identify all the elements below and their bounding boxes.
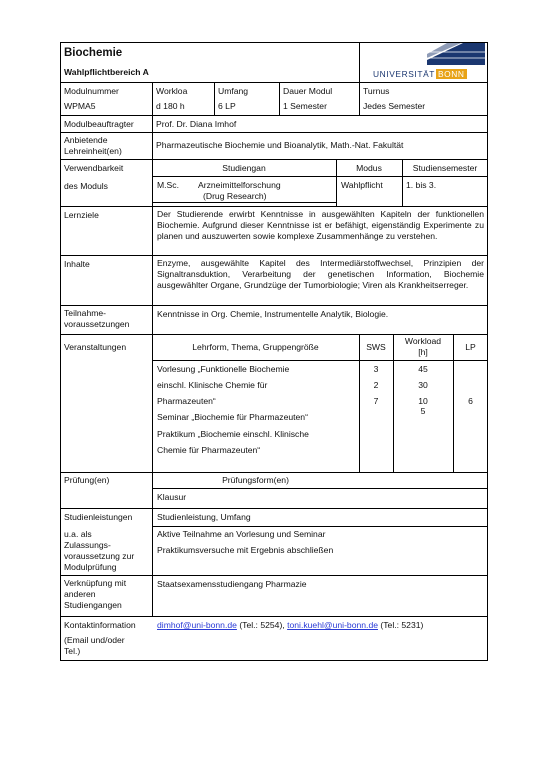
- pruefung-value: Klausur: [157, 492, 187, 502]
- lehrform-column-header: Lehrform, Thema, Gruppengröße: [192, 342, 319, 352]
- zulassung-label-line3: voraussetzung zur: [64, 551, 135, 561]
- lernziele-label: Lernziele: [64, 210, 99, 220]
- anbietende-label-line2: Lehreinheit(en): [64, 146, 122, 156]
- dauer-label: Dauer Modul: [283, 86, 333, 96]
- modus-column-header: Modus: [356, 163, 382, 173]
- beauftragter-value: Prof. Dr. Diana Imhof: [156, 119, 237, 129]
- email-link-imhof[interactable]: dimhof@uni-bonn.de: [157, 620, 237, 630]
- course-line: Seminar „Biochemie für Pharmazeuten“: [157, 412, 308, 422]
- workload-value: 30: [418, 380, 428, 390]
- workload-label: Workloa: [156, 86, 188, 96]
- workload-value: 45: [418, 364, 428, 374]
- umfang-value: 6 LP: [218, 101, 236, 111]
- inhalte-text: Enzyme, ausgewählte Kapitel des Intermediärstoffwechsel, Prinzipien der Signaltransduktion, Verarbeitung der genetischen Information, Biochemie ausgewählter Organe, Grundzüge der Tumorbiologie; Viren als Krankheitserreger.: [157, 258, 484, 290]
- semester-value: 1. bis 3.: [406, 180, 437, 190]
- module-subtitle: Wahlpflichtbereich A: [64, 67, 149, 77]
- verwendbarkeit-label-line2: des Moduls: [64, 181, 108, 191]
- verknuepfung-value: Staatsexamensstudiengang Pharmazie: [157, 579, 307, 589]
- module-title: Biochemie: [64, 47, 123, 59]
- logo-city-text: BONN: [437, 69, 465, 79]
- zulassung-value-line2: Praktikumsversuche mit Ergebnis abschließen: [157, 545, 334, 555]
- pruefung-label: Prüfung(en): [64, 475, 110, 485]
- verknuepfung-label-line3: Studiengangen: [64, 600, 122, 610]
- teilnahme-label-line2: voraussetzungen: [64, 319, 130, 329]
- email-link-kuehl[interactable]: toni.kuehl@uni-bonn.de: [287, 620, 378, 630]
- logo-graphic-icon: [427, 43, 485, 66]
- turnus-label: Turnus: [363, 86, 390, 96]
- sws-value: 7: [373, 396, 379, 406]
- umfang-label: Umfang: [218, 86, 249, 96]
- studienleistungen-label: Studienleistungen: [64, 512, 133, 522]
- sws-column-header: SWS: [366, 342, 386, 352]
- modulnummer-value: WPMA5: [64, 101, 96, 111]
- lp-value: 6: [468, 396, 473, 406]
- tel-kuehl: (Tel.: 5231): [380, 620, 424, 630]
- workload-column-header-line2: [h]: [418, 347, 428, 357]
- pruefungsform-column-header: Prüfungsform(en): [222, 475, 289, 485]
- studienleistungen-value: Studienleistung, Umfang: [157, 512, 251, 522]
- program-line1: Arzneimittelforschung: [198, 180, 281, 190]
- kontakt-label-line2: (Email und/oder: [64, 635, 125, 645]
- logo-wordmark: [373, 69, 467, 79]
- kontakt-label-line3: Tel.): [64, 646, 81, 656]
- workload-column-header-line1: Workload: [404, 336, 442, 346]
- verwendbarkeit-label-line1: Verwendbarkeit: [64, 163, 124, 173]
- turnus-value: Jedes Semester: [363, 101, 426, 111]
- verknuepfung-label-line2: anderen: [64, 589, 96, 599]
- zulassung-label-line2: Zulassungs-: [64, 540, 111, 550]
- workload-value: d 180 h: [156, 101, 185, 111]
- inhalte-label: Inhalte: [64, 259, 90, 269]
- course-line: einschl. Klinische Chemie für: [157, 380, 268, 390]
- kontakt-label-line1: Kontaktinformation: [64, 620, 136, 630]
- kontakt-value: [157, 620, 423, 631]
- studiengang-column-header: Studiengan: [222, 163, 266, 173]
- sws-value: 3: [373, 364, 379, 374]
- teilnahme-label-line1: Teilnahme-: [64, 308, 107, 318]
- anbietende-value: Pharmazeutische Biochemie und Bioanalytik, Math.-Nat. Fakultät: [156, 140, 404, 150]
- zulassung-value-line1: Aktive Teilnahme an Vorlesung und Seminar: [157, 529, 326, 539]
- zulassung-label-line4: Modulprüfung: [64, 562, 117, 572]
- anbietende-label-line1: Anbietende: [64, 135, 108, 145]
- sws-value: 2: [373, 380, 379, 390]
- teilnahme-value: Kenntnisse in Org. Chemie, Instrumentelle Analytik, Biologie.: [157, 309, 389, 319]
- workload-value: 5: [420, 406, 426, 416]
- tel-imhof: (Tel.: 5254),: [239, 620, 285, 630]
- course-line: Pharmazeuten“: [157, 396, 216, 406]
- course-line: Praktikum „Biochemie einschl. Klinische: [157, 429, 309, 439]
- logo-university-text: UNIVERSITÄT: [373, 69, 435, 79]
- zulassung-label-line1: u.a. als: [64, 529, 92, 539]
- degree-value: M.Sc.: [157, 180, 179, 190]
- program-line2: (Drug Research): [203, 191, 267, 201]
- lp-column-header: LP: [465, 342, 476, 352]
- beauftragter-label: Modulbeauftragter: [64, 119, 134, 129]
- modulnummer-label: Modulnummer: [64, 86, 119, 96]
- verknuepfung-label-line1: Verknüpfung mit: [64, 578, 127, 588]
- course-line: Vorlesung „Funktionelle Biochemie: [157, 364, 290, 374]
- course-line: Chemie für Pharmazeuten“: [157, 445, 261, 455]
- lernziele-text: Der Studierende erwirbt Kenntnisse in ausgewählten Kapiteln der funktionellen Biochemie. Aufgrund dieser Kenntnisse ist er befähigt, eigenständig Experimente zu planen und auszuwerten sowie komplexe Zusammenhänge zu verstehen.: [157, 209, 484, 241]
- semester-column-header: Studiensemester: [412, 163, 478, 173]
- workload-value: 10: [418, 396, 428, 406]
- dauer-value: 1 Semester: [283, 101, 327, 111]
- modus-value: Wahlpflicht: [341, 180, 383, 190]
- veranstaltungen-label: Veranstaltungen: [64, 342, 127, 352]
